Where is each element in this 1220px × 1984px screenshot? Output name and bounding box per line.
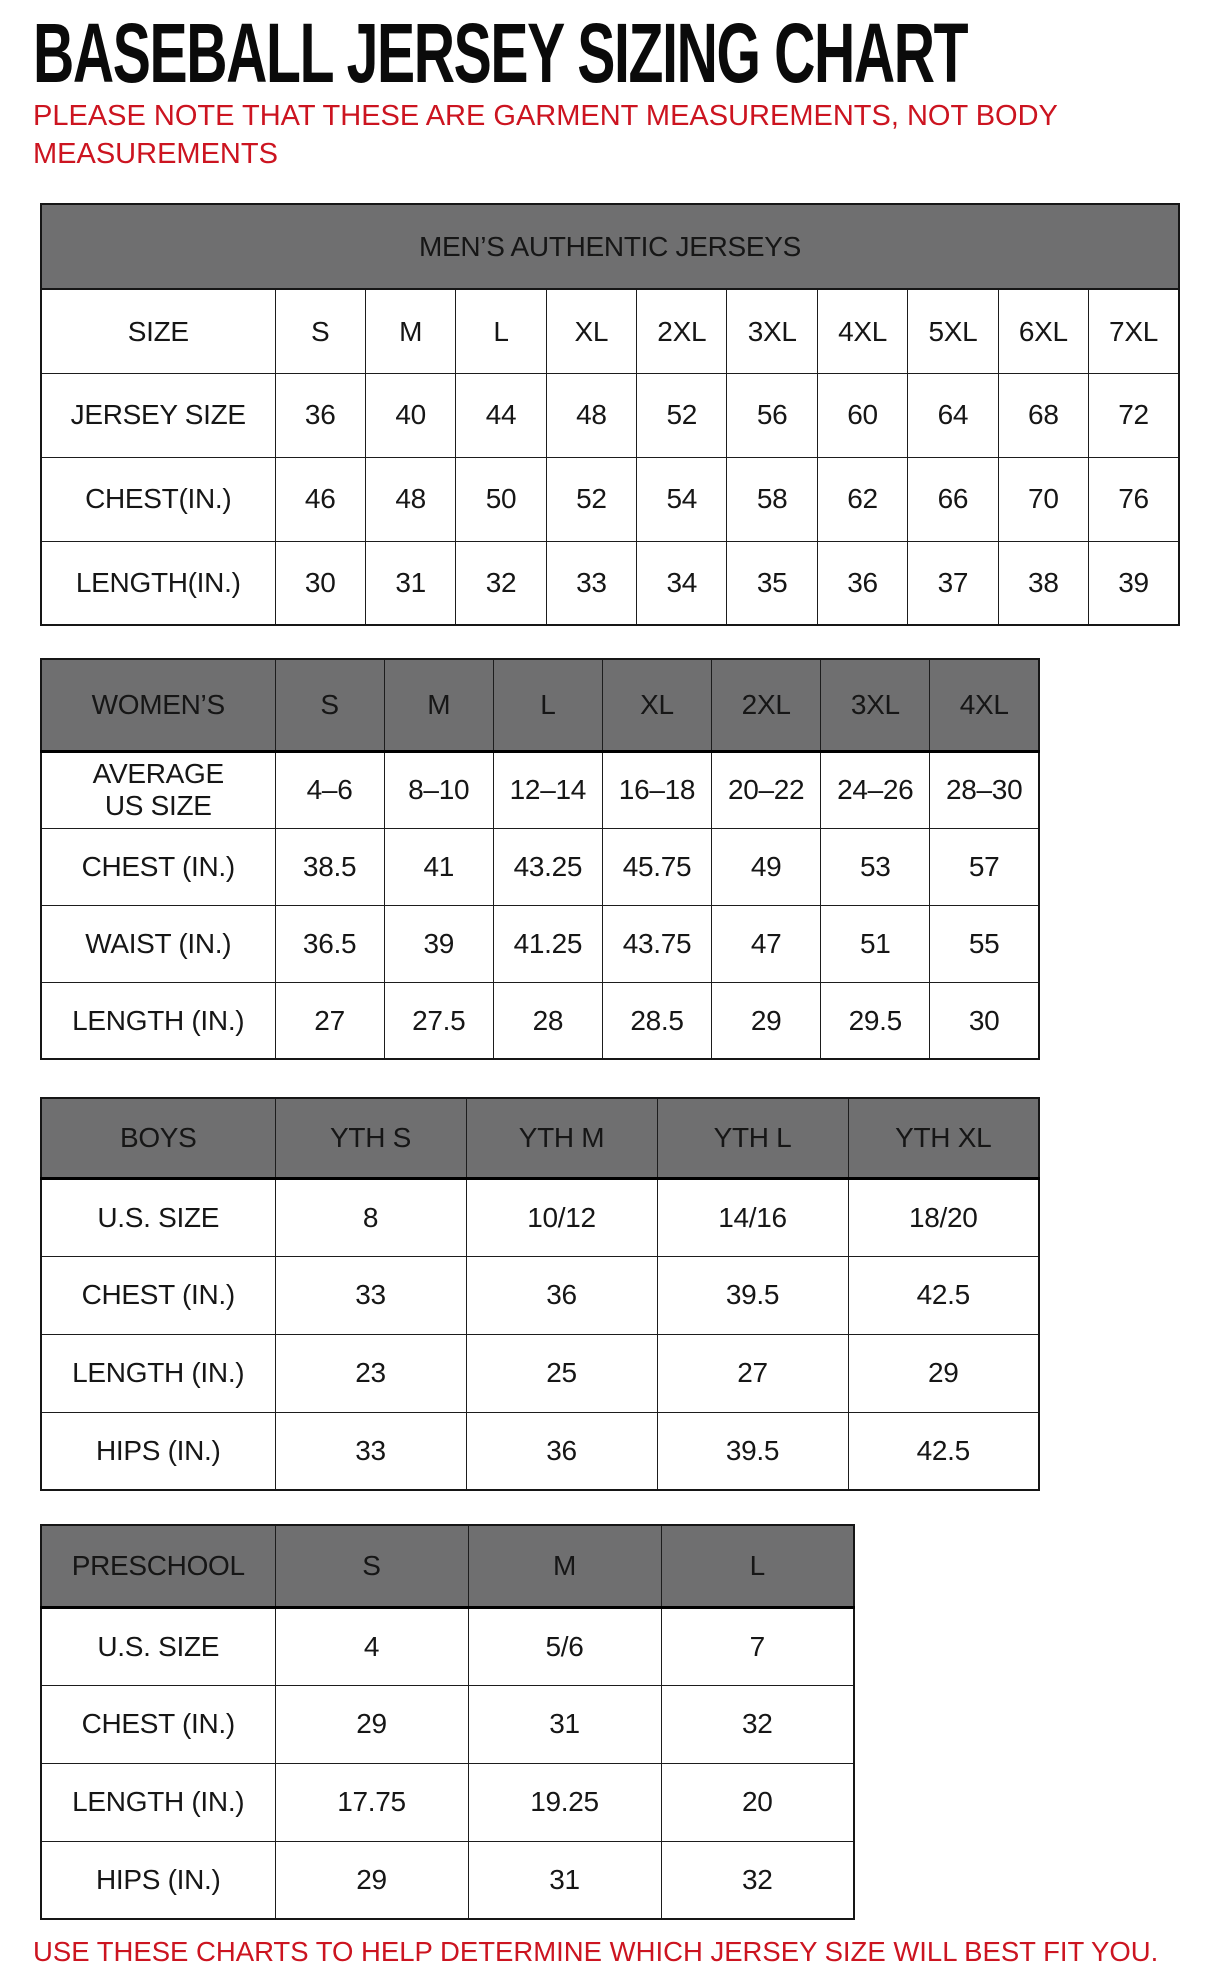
table-header-cell: 3XL [821,659,930,751]
row-label-cell [41,1841,275,1919]
table-header-row [41,1098,1039,1178]
data-cell: 76 [1089,457,1179,541]
data-cell: 39.5 [657,1412,848,1490]
row-label-cell [41,751,275,828]
data-cell: 36 [275,373,365,457]
data-cell: 36.5 [275,905,384,982]
data-cell: 36 [466,1412,657,1490]
row-label-cell [41,828,275,905]
data-cell: 33 [275,1256,466,1334]
data-cell: 6XL [998,289,1088,373]
data-cell: 62 [817,457,907,541]
data-cell: XL [546,289,636,373]
data-cell: 64 [908,373,998,457]
data-cell: 39 [1089,541,1179,625]
data-cell: 10/12 [466,1178,657,1256]
data-cell: 29.5 [821,982,930,1059]
row-label: SIZE [127,315,189,347]
data-cell: 55 [930,905,1039,982]
data-cell: 43.75 [602,905,711,982]
row-label: HIPS (IN.) [95,1435,221,1467]
table-header-cell: YTH XL [848,1098,1039,1178]
table-banner: MEN’S AUTHENTIC JERSEYS [41,204,1179,289]
data-cell: 54 [637,457,727,541]
page-title [33,6,1220,100]
data-cell: 8 [275,1178,466,1256]
data-cell: 8–10 [384,751,493,828]
data-cell: 42.5 [848,1256,1039,1334]
data-cell: 28.5 [602,982,711,1059]
data-cell: 4–6 [275,751,384,828]
table-header-row [41,659,1039,751]
data-cell: 68 [998,373,1088,457]
data-cell: 17.75 [275,1763,468,1841]
data-cell: 53 [821,828,930,905]
data-cell: 51 [821,905,930,982]
table-header-cell: M [384,659,493,751]
table-row [41,905,1039,982]
row-label-cell [41,541,275,625]
table-row [41,1412,1039,1490]
garment-measurements-note: PLEASE NOTE THAT THESE ARE GARMENT MEASUREMENTS, NOT BODY MEASUREMENTS [33,100,1058,170]
size-table-boys [40,1097,1040,1491]
data-cell: 32 [661,1685,854,1763]
table-row [41,1763,854,1841]
data-cell: 32 [661,1841,854,1919]
data-cell: 28 [493,982,602,1059]
row-label-cell [41,373,275,457]
data-cell: S [275,289,365,373]
table-row [41,1334,1039,1412]
table-header-cell: 4XL [930,659,1039,751]
data-cell: 32 [456,541,546,625]
data-cell: 47 [712,905,821,982]
data-cell: 2XL [637,289,727,373]
table-row [41,1607,854,1685]
data-cell: 38 [998,541,1088,625]
row-label-cell [41,1178,275,1256]
data-cell: 7XL [1089,289,1179,373]
data-cell: 29 [275,1685,468,1763]
data-cell: 18/20 [848,1178,1039,1256]
data-cell: 3XL [727,289,817,373]
data-cell: 34 [637,541,727,625]
size-table-mens [40,203,1180,626]
data-cell: 4XL [817,289,907,373]
table-row [41,1841,854,1919]
data-cell: 25 [466,1334,657,1412]
data-cell: 14/16 [657,1178,848,1256]
data-cell: 48 [365,457,455,541]
page-title-text: BASEBALL JERSEY SIZING CHART [33,6,968,100]
data-cell: 42.5 [848,1412,1039,1490]
data-cell: 20 [661,1763,854,1841]
data-cell: 72 [1089,373,1179,457]
data-cell: 35 [727,541,817,625]
table-header-cell: 2XL [712,659,821,751]
row-label-cell [41,905,275,982]
data-cell: 39.5 [657,1256,848,1334]
data-cell: 43.25 [493,828,602,905]
data-cell: 5/6 [468,1607,661,1685]
row-label: JERSEY SIZE [70,399,246,431]
data-cell: 27 [657,1334,848,1412]
table-header-label: BOYS [41,1098,275,1178]
data-cell: 44 [456,373,546,457]
data-cell: 37 [908,541,998,625]
data-cell: 41.25 [493,905,602,982]
row-label: CHEST (IN.) [81,850,235,882]
footer-note: USE THESE CHARTS TO HELP DETERMINE WHICH JERSEY SIZE WILL BEST FIT YOU. [33,1936,1159,1968]
data-cell: 33 [546,541,636,625]
data-cell: M [365,289,455,373]
table-row [41,373,1179,457]
table-row [41,457,1179,541]
data-cell: 36 [817,541,907,625]
data-cell: L [456,289,546,373]
data-cell: 38.5 [275,828,384,905]
table-header-label: PRESCHOOL [41,1525,275,1607]
data-cell: 46 [275,457,365,541]
data-cell: 30 [930,982,1039,1059]
table-row [41,1178,1039,1256]
data-cell: 29 [275,1841,468,1919]
data-cell: 29 [712,982,821,1059]
size-table-womens [40,658,1040,1060]
data-cell: 56 [727,373,817,457]
table-banner-row [41,204,1179,289]
row-label: CHEST (IN.) [81,1708,235,1740]
data-cell: 36 [466,1256,657,1334]
row-label: U.S. SIZE [97,1630,220,1662]
table-row [41,828,1039,905]
data-cell: 60 [817,373,907,457]
data-cell: 30 [275,541,365,625]
row-label: LENGTH (IN.) [72,1786,245,1818]
row-label: LENGTH(IN.) [75,567,241,599]
data-cell: 31 [365,541,455,625]
table-header-cell: YTH M [466,1098,657,1178]
table-row [41,982,1039,1059]
data-cell: 27.5 [384,982,493,1059]
table-row [41,541,1179,625]
data-cell: 45.75 [602,828,711,905]
row-label: U.S. SIZE [97,1201,220,1233]
row-label-cell [41,457,275,541]
table-header-cell: L [661,1525,854,1607]
table-header-cell: S [275,659,384,751]
data-cell: 4 [275,1607,468,1685]
table-row [41,1256,1039,1334]
data-cell: 52 [546,457,636,541]
table-header-cell: S [275,1525,468,1607]
row-label: LENGTH (IN.) [72,1004,245,1036]
data-cell: 33 [275,1412,466,1490]
table-header-cell: M [468,1525,661,1607]
row-label-cell [41,1256,275,1334]
row-label: CHEST(IN.) [85,483,232,515]
row-label-cell [41,289,275,373]
row-label: HIPS (IN.) [95,1864,221,1896]
row-label: CHEST (IN.) [81,1279,235,1311]
size-table-preschool [40,1524,855,1920]
data-cell: 27 [275,982,384,1059]
data-cell: 19.25 [468,1763,661,1841]
data-cell: 57 [930,828,1039,905]
data-cell: 23 [275,1334,466,1412]
data-cell: 58 [727,457,817,541]
data-cell: 49 [712,828,821,905]
size-tables-container [0,203,1220,1920]
data-cell: 24–26 [821,751,930,828]
row-label: WAIST (IN.) [85,927,232,959]
row-label-cell [41,1763,275,1841]
data-cell: 7 [661,1607,854,1685]
table-header-cell: XL [602,659,711,751]
data-cell: 50 [456,457,546,541]
data-cell: 16–18 [602,751,711,828]
table-header-cell: YTH S [275,1098,466,1178]
table-row [41,1685,854,1763]
row-label-cell [41,1685,275,1763]
table-header-cell: YTH L [657,1098,848,1178]
data-cell: 31 [468,1841,661,1919]
row-label-cell [41,1607,275,1685]
data-cell: 29 [848,1334,1039,1412]
row-label-cell [41,1334,275,1412]
data-cell: 12–14 [493,751,602,828]
data-cell: 39 [384,905,493,982]
table-header-row [41,1525,854,1607]
table-row [41,751,1039,828]
table-row [41,289,1179,373]
data-cell: 70 [998,457,1088,541]
row-label-cell [41,982,275,1059]
data-cell: 31 [468,1685,661,1763]
data-cell: 5XL [908,289,998,373]
data-cell: 40 [365,373,455,457]
data-cell: 41 [384,828,493,905]
row-label: AVERAGE US SIZE [92,758,224,822]
row-label-cell [41,1412,275,1490]
row-label: LENGTH (IN.) [72,1357,245,1389]
data-cell: 20–22 [712,751,821,828]
data-cell: 48 [546,373,636,457]
data-cell: 28–30 [930,751,1039,828]
data-cell: 52 [637,373,727,457]
data-cell: 66 [908,457,998,541]
table-header-cell: L [493,659,602,751]
table-header-label: WOMEN’S [41,659,275,751]
